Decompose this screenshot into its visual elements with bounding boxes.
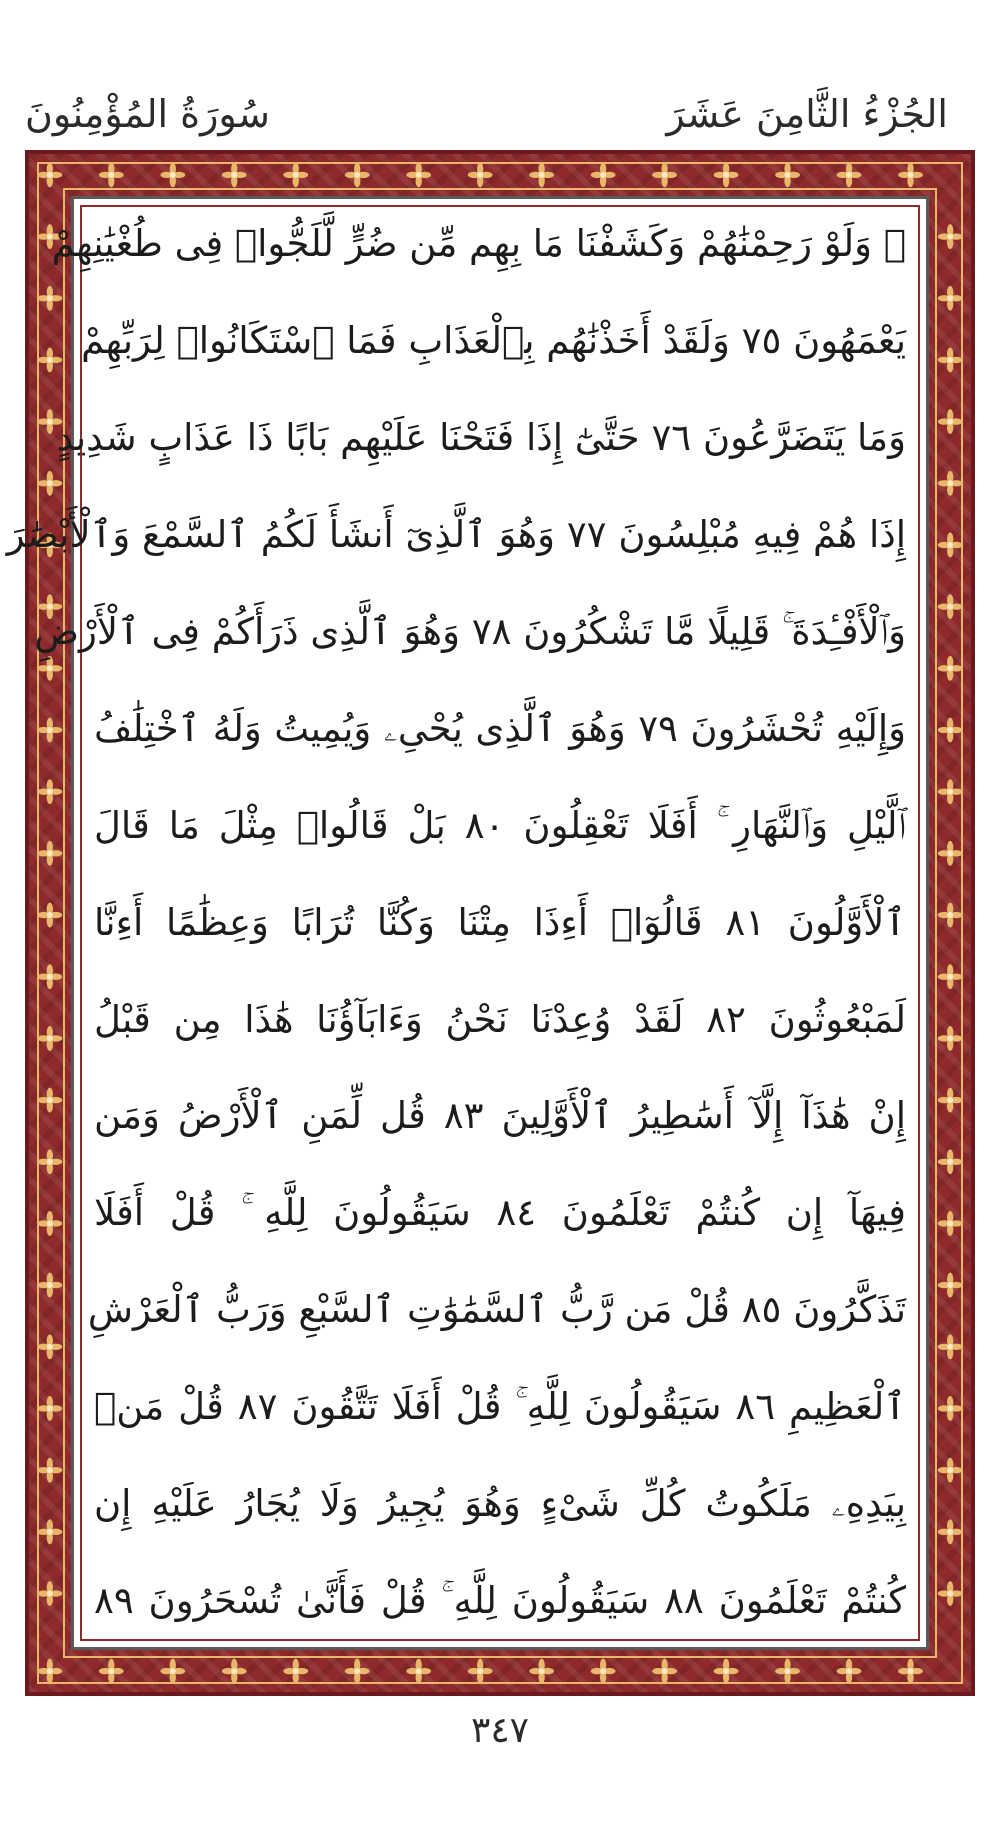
floral-ornament-icon: [37, 903, 62, 928]
verse-line: ٱلْأَوَّلُونَ ٨١ قَالُوٓا۟ أَءِذَا مِتْنَا وَكُنَّا تُرَابًا وَعِظَٰمًا أَءِنَّا: [94, 900, 906, 944]
floral-ornament-icon: [406, 162, 431, 187]
floral-ornament-icon: [37, 1396, 62, 1421]
floral-ornament-icon: [938, 718, 963, 743]
floral-ornament-icon: [938, 286, 963, 311]
floral-ornament-icon: [222, 1659, 247, 1684]
floral-ornament-icon: [468, 1659, 493, 1684]
verse-line: بِيَدِهِۦ مَلَكُوتُ كُلِّ شَىْءٍ وَهُوَ يُجِيرُ وَلَا يُجَارُ عَلَيْهِ إِن: [94, 1482, 906, 1526]
floral-ornament-icon: [938, 841, 963, 866]
floral-ornament-icon: [37, 1149, 62, 1174]
floral-ornament-icon: [160, 1659, 185, 1684]
floral-ornament-icon: [775, 162, 800, 187]
verse-line: كُنتُمْ تَعْلَمُونَ ٨٨ سَيَقُولُونَ لِلَّهِ ۚ قُلْ فَأَنَّىٰ تُسْحَرُونَ ٨٩: [94, 1579, 906, 1623]
floral-ornament-icon: [898, 1659, 923, 1684]
floral-ornament-icon: [406, 1659, 431, 1684]
floral-ornament-icon: [160, 162, 185, 187]
floral-ornament-icon: [714, 162, 739, 187]
page-number: ٣٤٧: [470, 1710, 529, 1751]
floral-ornament-icon: [37, 286, 62, 311]
floral-ornament-icon: [938, 779, 963, 804]
floral-ornament-icon: [37, 1458, 62, 1483]
floral-ornament-icon: [99, 1659, 124, 1684]
floral-ornament-icon: [938, 533, 963, 558]
floral-ornament-icon: [37, 1026, 62, 1051]
floral-ornament-icon: [775, 1659, 800, 1684]
floral-ornament-icon: [938, 409, 963, 434]
floral-ornament-icon: [591, 162, 616, 187]
floral-ornament-icon: [283, 1659, 308, 1684]
floral-ornament-icon: [37, 1581, 62, 1606]
floral-ornament-icon: [938, 1581, 963, 1606]
floral-ornament-icon: [938, 1211, 963, 1236]
verse-line: إِذَا هُمْ فِيهِ مُبْلِسُونَ ٧٧ وَهُوَ ٱلَّذِىٓ أَنشَأَ لَكُمُ ٱلسَّمْعَ وَٱلْأَبْصَٰرَ: [6, 512, 906, 556]
floral-ornament-icon: [938, 347, 963, 372]
floral-ornament-icon: [345, 162, 370, 187]
floral-ornament-icon: [37, 471, 62, 496]
floral-ornament-icon: [468, 162, 493, 187]
floral-ornament-icon: [37, 162, 62, 187]
verse-line: ۞ وَلَوْ رَحِمْنَٰهُمْ وَكَشَفْنَا مَا بِهِم مِّن ضُرٍّ لَّلَجُّوا۟ فِى طُغْيَٰنِهِمْ: [51, 222, 906, 265]
verse-line: فِيهَآ إِن كُنتُمْ تَعْلَمُونَ ٨٤ سَيَقُولُونَ لِلَّهِ ۚ قُلْ أَفَلَا: [94, 1191, 906, 1235]
floral-ornament-icon: [938, 1334, 963, 1359]
floral-ornament-icon: [529, 1659, 554, 1684]
floral-ornament-icon: [37, 1334, 62, 1359]
floral-ornament-icon: [938, 1519, 963, 1544]
verse-line: وَمَا يَتَضَرَّعُونَ ٧٦ حَتَّىٰٓ إِذَا فَتَحْنَا عَلَيْهِم بَابًا ذَا عَذَابٍ شَدِيدٍ: [56, 415, 906, 459]
floral-ornament-icon: [837, 162, 862, 187]
floral-ornament-icon: [529, 162, 554, 187]
floral-ornament-icon: [37, 1211, 62, 1236]
floral-ornament-icon: [938, 1026, 963, 1051]
floral-ornament-icon: [37, 1088, 62, 1113]
verse-block: [6, 222, 907, 1623]
verse-line: لَمَبْعُوثُونَ ٨٢ لَقَدْ وُعِدْنَا نَحْنُ وَءَابَآؤُنَا هَٰذَا مِن قَبْلُ: [94, 997, 907, 1041]
floral-ornament-icon: [652, 162, 677, 187]
floral-ornament-icon: [938, 1149, 963, 1174]
floral-ornament-icon: [714, 1659, 739, 1684]
floral-ornament-icon: [37, 718, 62, 743]
floral-ornament-icon: [938, 594, 963, 619]
floral-ornament-icon: [37, 1519, 62, 1544]
floral-ornament-icon: [938, 471, 963, 496]
floral-ornament-icon: [938, 1273, 963, 1298]
floral-ornament-icon: [37, 1273, 62, 1298]
floral-ornament-icon: [591, 1659, 616, 1684]
verse-line: وَإِلَيْهِ تُحْشَرُونَ ٧٩ وَهُوَ ٱلَّذِى يُحْىِۦ وَيُمِيتُ وَلَهُ ٱخْتِلَٰفُ: [94, 706, 906, 750]
floral-ornament-icon: [938, 1396, 963, 1421]
verse-line: يَعْمَهُونَ ٧٥ وَلَقَدْ أَخَذْنَٰهُم بِٱلْعَذَابِ فَمَا ٱسْتَكَانُوا۟ لِرَبِّهِمْ: [81, 318, 906, 362]
floral-ornament-icon: [938, 224, 963, 249]
floral-ornament-icon: [37, 347, 62, 372]
floral-ornament-icon: [652, 1659, 677, 1684]
floral-ornament-icon: [837, 1659, 862, 1684]
floral-ornament-icon: [37, 779, 62, 804]
floral-ornament-icon: [37, 1659, 62, 1684]
floral-ornament-icon: [37, 841, 62, 866]
verse-line: إِنْ هَٰذَآ إِلَّآ أَسَٰطِيرُ ٱلْأَوَّلِينَ ٨٣ قُل لِّمَنِ ٱلْأَرْضُ وَمَن: [94, 1094, 906, 1138]
floral-ornament-icon: [345, 1659, 370, 1684]
floral-ornament-icon: [898, 162, 923, 187]
floral-ornament-icon: [283, 162, 308, 187]
juz-title: الجُزْءُ الثَّامِنَ عَشَرَ: [666, 92, 948, 136]
text-panel: [6, 196, 929, 1650]
verse-line: وَٱلْأَفْـِٔدَةَ ۚ قَلِيلًا مَّا تَشْكُرُونَ ٧٨ وَهُوَ ٱلَّذِى ذَرَأَكُمْ فِى ٱلْأَرْضِ: [34, 609, 906, 653]
floral-ornament-icon: [938, 964, 963, 989]
ornamental-frame: [6, 150, 975, 1696]
floral-ornament-icon: [938, 1458, 963, 1483]
floral-ornament-icon: [99, 162, 124, 187]
verse-line: ٱلْعَظِيمِ ٨٦ سَيَقُولُونَ لِلَّهِ ۚ قُلْ أَفَلَا تَتَّقُونَ ٨٧ قُلْ مَنۢ: [94, 1385, 906, 1429]
verse-line: تَذَكَّرُونَ ٨٥ قُلْ مَن رَّبُّ ٱلسَّمَٰوَٰتِ ٱلسَّبْعِ وَرَبُّ ٱلْعَرْشِ: [87, 1288, 906, 1332]
floral-ornament-icon: [938, 656, 963, 681]
surah-title: سُورَةُ المُؤْمِنُونَ: [25, 92, 270, 136]
floral-ornament-icon: [222, 162, 247, 187]
verse-line: ٱلَّيْلِ وَٱلنَّهَارِ ۚ أَفَلَا تَعْقِلُونَ ٨٠ بَلْ قَالُوا۟ مِثْلَ مَا قَالَ: [94, 803, 906, 847]
floral-ornament-icon: [938, 903, 963, 928]
floral-ornament-icon: [37, 656, 62, 681]
floral-ornament-icon: [37, 964, 62, 989]
page-header: [0, 0, 1000, 150]
floral-ornament-icon: [938, 1088, 963, 1113]
